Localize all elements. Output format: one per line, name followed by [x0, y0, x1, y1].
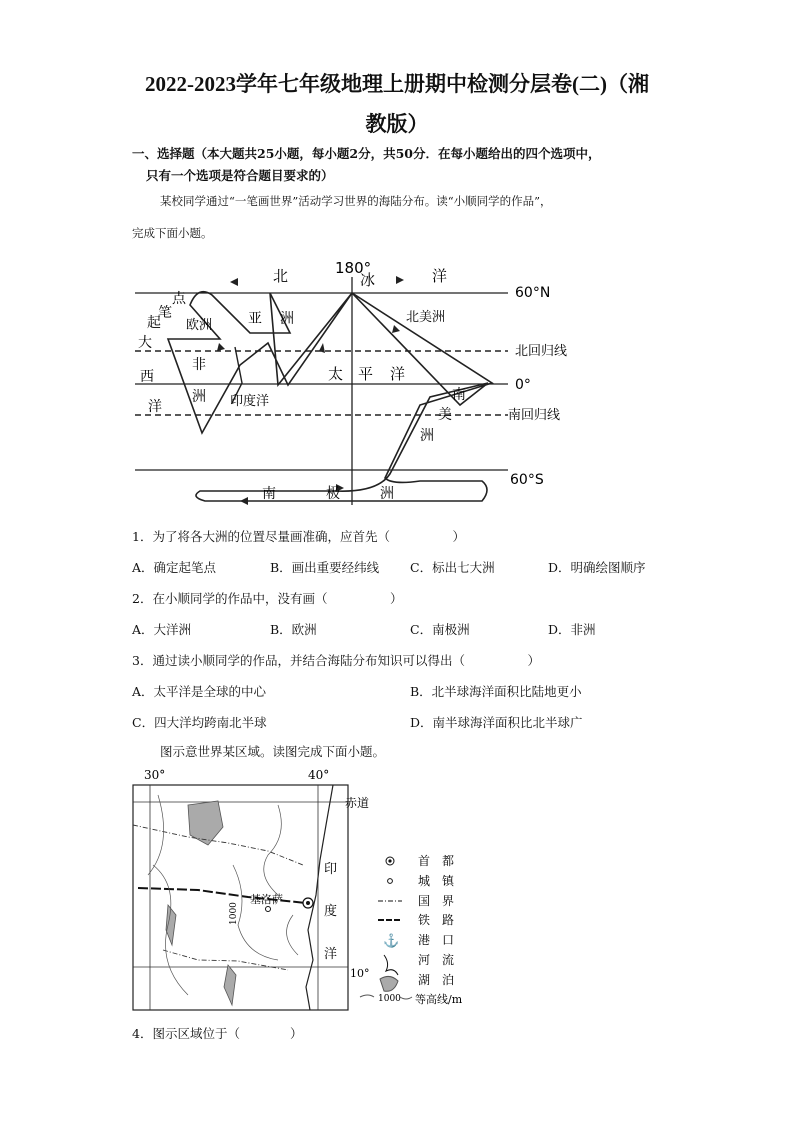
label-indian-ocean: 印度洋: [230, 394, 270, 409]
legend-capital-dot: [388, 859, 391, 862]
section-heading: [132, 143, 672, 187]
label-pacific-1: 太: [328, 365, 344, 383]
intro1-line2: 完成下面小题。: [132, 226, 213, 240]
label-60s: 60°S: [510, 472, 544, 488]
page-title-line1: 2022-2023学年七年级地理上册期中检测分层卷(二)（湘: [145, 72, 649, 96]
q1-stem: 1．为了将各大洲的位置尽量画准确，应首先（ ）: [132, 529, 465, 544]
label-ocean-3: 洋: [324, 947, 338, 962]
legend-contour-value: 1000: [378, 994, 401, 1004]
label-arctic-2: 冰: [360, 271, 376, 289]
label-lat-10: 10°: [350, 967, 370, 980]
legend-border-label: 国 界: [418, 894, 455, 908]
label-antarctica-1: 南: [262, 486, 276, 502]
label-lon-40: 40°: [308, 768, 330, 782]
label-60n: 60°N: [515, 285, 551, 301]
label-africa-1: 非: [192, 357, 206, 373]
label-asia-2: 洲: [280, 311, 294, 327]
label-start-2: 笔: [158, 305, 172, 321]
lake-malawi: [224, 965, 236, 1005]
lake-victoria: [188, 801, 223, 845]
q3-option-c: C．四大洋均跨南北半球: [132, 715, 267, 730]
label-atlantic-2: 西: [140, 369, 154, 385]
legend-town-label: 城 镇: [418, 874, 455, 888]
legend-capital-label: 首 都: [418, 854, 455, 868]
label-europe: 欧洲: [186, 318, 213, 333]
region-map: [128, 765, 478, 1015]
arrow-5: [217, 343, 225, 351]
label-lon-30: 30°: [144, 768, 166, 782]
label-south-america-1: 南: [452, 387, 466, 403]
label-equator: 0°: [515, 377, 531, 393]
label-asia-1: 亚: [248, 311, 262, 327]
label-africa-2: 洲: [192, 389, 206, 405]
legend-port-icon: ⚓: [383, 934, 400, 949]
label-ocean-2: 度: [324, 904, 338, 919]
q2-option-b: B．欧洲: [270, 622, 317, 637]
label-contour: 1000: [229, 902, 239, 925]
label-equator-map2: 赤道: [345, 796, 370, 810]
q1-option-a: A．确定起笔点: [132, 560, 217, 575]
label-south-america-2: 美: [438, 407, 452, 423]
arrow-3: [392, 325, 400, 333]
section-heading-line1: 一、选择题（本大题共25小题，每小题2分，共50分．在每小题给出的四个选项中，: [132, 146, 601, 161]
q3-option-a: A．太平洋是全球的中心: [132, 684, 267, 699]
q3-option-b: B．北半球海洋面积比陆地更小: [410, 684, 582, 699]
coastline: [306, 785, 333, 1010]
label-north-america: 北美洲: [406, 310, 446, 325]
legend-lake-label: 湖 泊: [418, 973, 455, 987]
river-1: [264, 805, 282, 895]
label-city: 基洛萨: [250, 893, 283, 906]
arrow-1: [230, 278, 238, 286]
legend-town-icon: [388, 879, 393, 884]
city-kilosa-marker: [266, 907, 271, 912]
q1-option-d: D．明确绘图顺序: [548, 560, 646, 575]
label-south-america-3: 洲: [420, 428, 434, 444]
label-pacific-3: 洋: [390, 365, 406, 383]
label-arctic-3: 洋: [432, 267, 448, 285]
label-antarctica-3: 洲: [380, 486, 394, 502]
arrow-7: [240, 497, 248, 505]
q2-stem: 2．在小顺同学的作品中，没有画（ ）: [132, 591, 403, 606]
q2-option-c: C．南极洲: [410, 622, 470, 637]
label-tropic-n: 北回归线: [515, 344, 568, 359]
legend-contour-line-icon-2: [400, 997, 412, 999]
legend-port-label: 港 口: [418, 933, 455, 947]
label-antarctica-2: 极: [326, 486, 340, 502]
river-3: [287, 915, 298, 955]
intro2: 图示意世界某区域。读图完成下面小题。: [160, 744, 386, 759]
label-pacific-2: 平: [358, 365, 374, 383]
label-start-1: 点: [172, 291, 186, 307]
section-heading-line2: 只有一个选项是符合题目要求的）: [146, 168, 334, 183]
lake-tanganyika: [166, 905, 176, 945]
q4-stem: 4．图示区域位于（ ）: [132, 1026, 303, 1041]
legend-railway-label: 铁 路: [418, 913, 455, 927]
q1-option-c: C．标出七大洲: [410, 560, 495, 575]
contour-1: [233, 865, 278, 960]
capital-marker-dot: [306, 901, 310, 905]
legend-contour-label: 等高线/m: [415, 993, 463, 1006]
q1-option-b: B．画出重要经纬线: [270, 560, 380, 575]
arrow-2: [396, 276, 404, 284]
legend-river-icon: [384, 955, 398, 975]
legend-lake-icon: [380, 976, 398, 991]
label-arctic-1: 北: [273, 267, 289, 285]
legend: [360, 853, 463, 1006]
q2-option-a: A．大洋洲: [132, 622, 192, 637]
intro1-line1: 某校同学通过“一笔画世界”活动学习世界的海陆分布。读“小顺同学的作品”，: [160, 194, 552, 208]
legend-contour-line-icon: [360, 995, 374, 997]
label-180: 180°: [335, 259, 372, 277]
world-sketch-map: [130, 255, 570, 515]
label-atlantic-3: 洋: [148, 399, 162, 415]
q2-option-d: D．非洲: [548, 622, 596, 637]
q3-option-d: D．南半球海洋面积比北半球广: [410, 715, 583, 730]
q3-stem: 3．通过读小顺同学的作品，并结合海陆分布知识可以得出（ ）: [132, 653, 540, 668]
legend-river-label: 河 流: [418, 953, 455, 967]
label-atlantic-1: 大: [138, 335, 152, 351]
label-tropic-s: 南回归线: [508, 408, 561, 423]
label-ocean-1: 印: [324, 862, 338, 877]
page-title-line2: 教版）: [365, 112, 429, 136]
label-start-3: 起: [147, 315, 161, 331]
